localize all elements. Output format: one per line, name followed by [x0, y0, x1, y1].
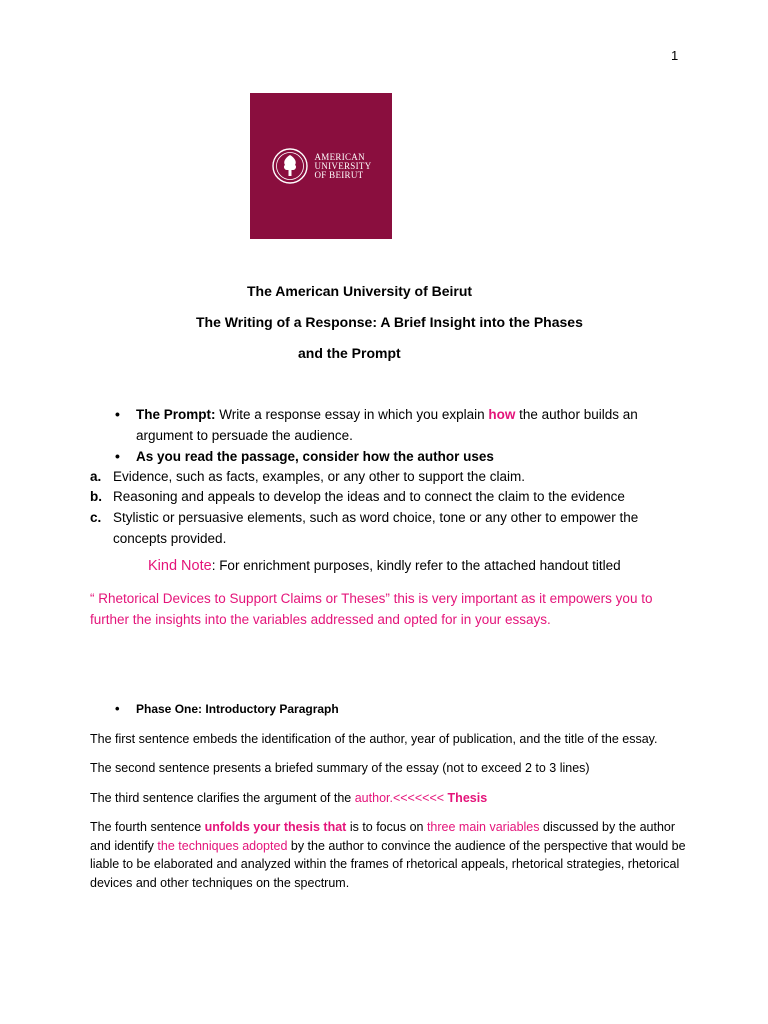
sentence-4-part-g: by the author to convince the audience of the perspective that would be liable to be elaborated and analyzed within the frames of rhetorical appeals, rhetorical strategies, rhetorical devices and other techniques on the spectrum.	[90, 838, 686, 890]
document-title-line-3: and the Prompt	[298, 345, 401, 361]
sentence-3-text: The third sentence clarifies the argument of the	[90, 791, 355, 805]
kind-note-text: : For enrichment purposes, kindly refer to the attached handout titled	[211, 558, 621, 573]
prompt-text	[136, 404, 666, 446]
sentence-4-part-a: The fourth sentence	[90, 820, 205, 834]
phase-one-heading-text: Phase One: Introductory Paragraph	[136, 702, 339, 716]
document-title-line-1: The American University of Beirut	[247, 283, 473, 299]
bullet-icon: •	[115, 701, 120, 716]
logo-line-2: UNIVERSITY	[314, 160, 372, 171]
logo-line-3: OF BEIRUT	[314, 169, 364, 180]
list-item-text: Stylistic or persuasive elements, such as word choice, tone or any other to empower the concepts provided.	[113, 510, 639, 546]
bullet-icon: •	[115, 448, 120, 464]
list-item-text: Reasoning and appeals to develop the ideas and to connect the claim to the evidence	[113, 489, 625, 504]
kind-note	[148, 558, 621, 574]
sentence-4-techniques-highlight: the techniques adopted	[157, 838, 288, 853]
bullet-icon: •	[115, 406, 120, 422]
university-seal-icon	[271, 147, 309, 185]
sentence-3-highlight: author.<<<<<<<	[354, 791, 448, 805]
prompt-text-before: Write a response essay in which you explain	[215, 407, 489, 422]
phase-one-sentence-4	[90, 818, 690, 892]
kind-note-label: Kind Note	[148, 558, 212, 574]
prompt-text-after: the author builds an argument to persuade the audience.	[136, 407, 638, 443]
list-item-text: Evidence, such as facts, examples, or any other to support the claim.	[113, 469, 525, 484]
handout-reference-paragraph: “ Rhetorical Devices to Support Claims or Theses” this is very important as it empowers you to further the insights into the variables addressed and opted for in your essays.	[90, 591, 653, 627]
page-number: 1	[671, 48, 679, 63]
list-item-letter: a.	[90, 469, 102, 484]
sentence-4-variables-highlight: three main variables	[426, 820, 540, 834]
phase-one-sentence-1: The first sentence embeds the identification of the author, year of publication, and the title of the essay.	[90, 732, 658, 746]
list-item-letter: b.	[90, 489, 102, 504]
logo-wordmark	[315, 153, 372, 180]
document-title-line-2: The Writing of a Response: A Brief Insight into the Phases	[196, 314, 583, 330]
list-item-letter: c.	[90, 510, 102, 525]
prompt-emphasis: how	[488, 407, 516, 422]
sentence-4-thesis-highlight: unfolds your thesis that	[204, 820, 347, 834]
sentence-4-part-c: is to focus on	[346, 820, 427, 834]
sentence-4-part-e: discussed by the author and identify	[90, 820, 676, 853]
university-logo	[250, 93, 392, 239]
thesis-label: Thesis	[447, 791, 488, 805]
phase-one-sentence-2: The second sentence presents a briefed summary of the essay (not to exceed 2 to 3 lines)	[90, 761, 590, 775]
logo-line-1: AMERICAN	[314, 151, 365, 162]
instruction-text: As you read the passage, consider how the author uses	[136, 449, 494, 464]
phase-one-sentence-3	[90, 789, 690, 808]
prompt-label: The Prompt:	[136, 407, 216, 422]
